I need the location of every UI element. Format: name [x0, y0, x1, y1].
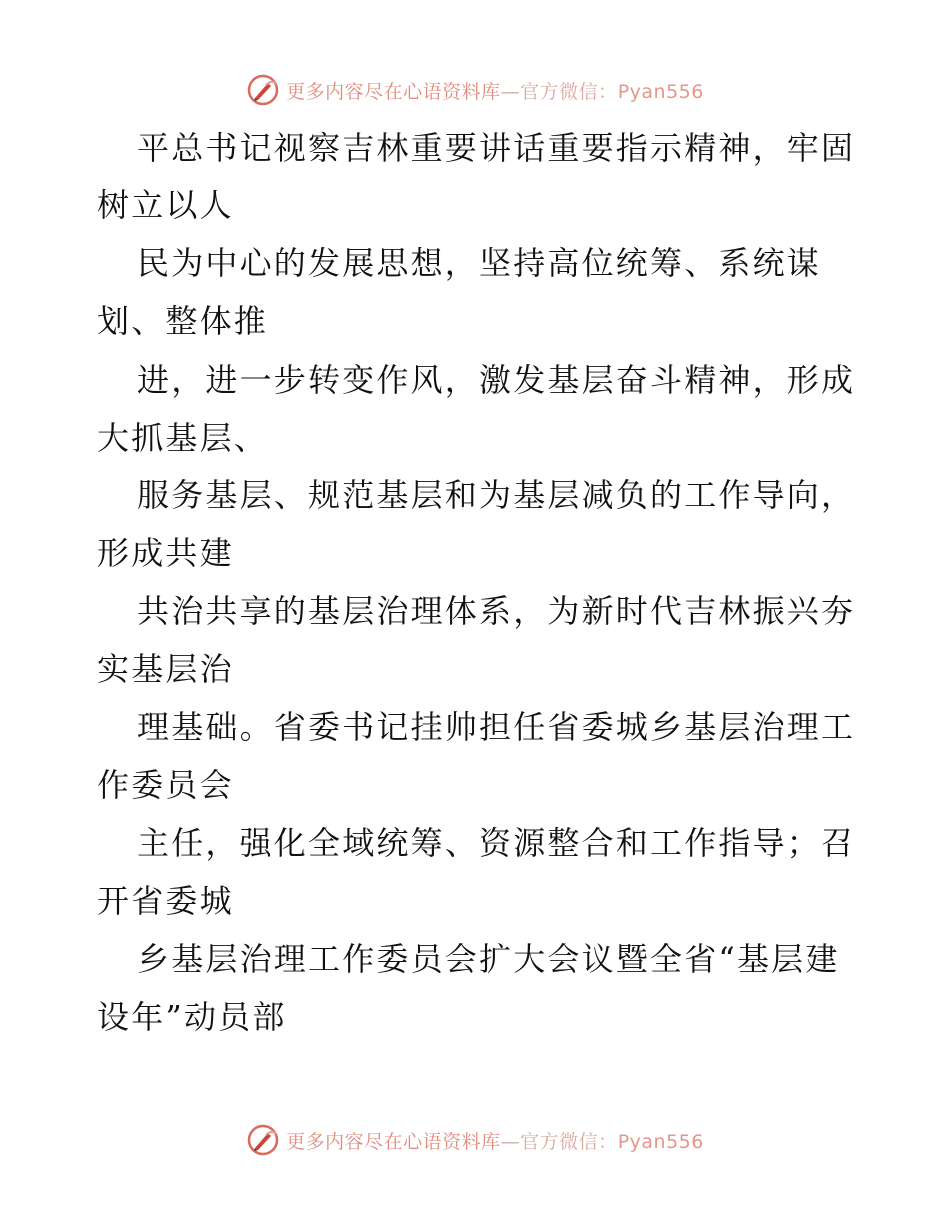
watermark-main-text: 更多内容尽在心语资料库 — [286, 1130, 501, 1153]
paragraph-wrap-line: 大抓基层、 — [97, 419, 269, 457]
watermark-label — [286, 77, 704, 104]
pen-logo-icon — [246, 1123, 280, 1157]
paragraph-wrap-line: 形成共建 — [97, 534, 234, 572]
watermark-separator: — — [500, 80, 521, 103]
paragraph-line: 民为中心的发展思想，坚持高位统筹、系统谋 — [137, 244, 822, 282]
footer-watermark — [0, 1120, 950, 1160]
watermark-secondary-text: 官方微信： — [520, 80, 618, 103]
watermark-account: Pyan556 — [617, 1130, 704, 1153]
watermark-account: Pyan556 — [617, 80, 704, 103]
paragraph-line: 进，进一步转变作风，激发基层奋斗精神，形成 — [137, 361, 856, 399]
paragraph-wrap-line: 设年”动员部 — [97, 998, 287, 1036]
paragraph-wrap-line: 开省委城 — [97, 882, 234, 920]
watermark-secondary-text: 官方微信： — [520, 1130, 618, 1153]
paragraph-line: 主任，强化全域统筹、资源整合和工作指导；召 — [137, 824, 856, 862]
paragraph-line: 服务基层、规范基层和为基层减负的工作导向， — [137, 476, 856, 514]
paragraph-wrap-line: 作委员会 — [97, 766, 234, 804]
paragraph-line: 平总书记视察吉林重要讲话重要指示精神，牢固 — [137, 129, 856, 167]
watermark-main-text: 更多内容尽在心语资料库 — [286, 80, 501, 103]
paragraph-wrap-line: 实基层治 — [97, 650, 234, 688]
header-watermark — [0, 70, 950, 110]
paragraph-line: 乡基层治理工作委员会扩大会议暨全省“基层建 — [137, 940, 840, 978]
paragraph-wrap-line: 树立以人 — [97, 186, 234, 224]
paragraph-line: 共治共享的基层治理体系，为新时代吉林振兴夯 — [137, 592, 856, 630]
watermark-label — [286, 1127, 704, 1154]
watermark-separator: — — [500, 1130, 521, 1153]
paragraph-wrap-line: 划、整体推 — [97, 302, 269, 340]
paragraph-line: 理基础。省委书记挂帅担任省委城乡基层治理工 — [137, 708, 856, 746]
pen-logo-icon — [246, 73, 280, 107]
